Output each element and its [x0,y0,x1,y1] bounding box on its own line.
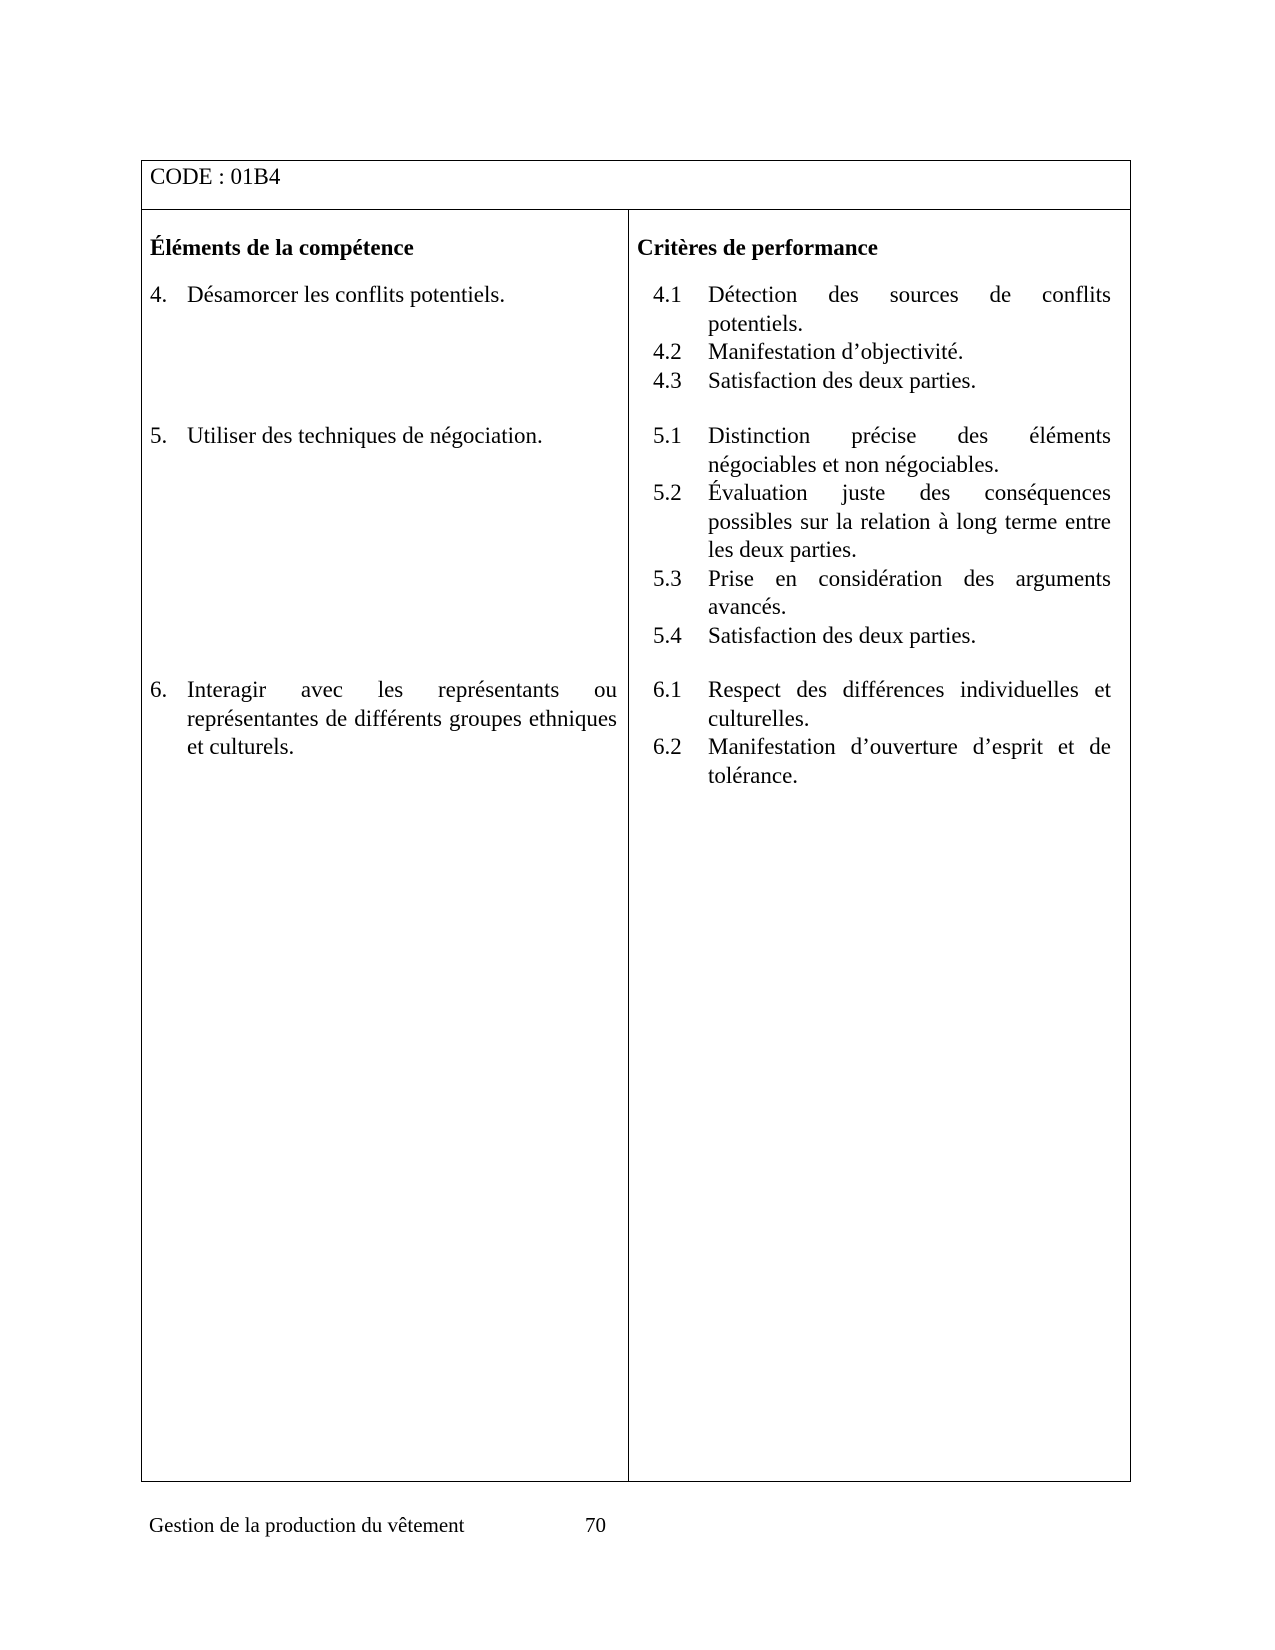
element-item-6 [150,676,617,762]
page-number: 70 [585,1513,606,1537]
element-number: 5. [150,423,168,448]
criterion-item [653,281,1111,338]
criterion-text: Manifestation d’objectivité. [708,339,964,364]
criterion-item [653,338,1111,367]
competency-table [141,160,1131,1482]
element-number: 6. [150,677,168,702]
criterion-number: 5.4 [653,622,682,648]
criterion-item [653,622,1111,651]
criterion-item [653,422,1111,479]
criterion-number: 6.1 [653,677,682,702]
criterion-text: Prise en considération des arguments avancés. [708,565,1111,619]
code-label: CODE : 01B4 [142,161,1130,210]
criteria-group-4 [653,281,1111,395]
criteria-group-5 [653,422,1111,650]
criteria-column [629,210,1130,1481]
element-number: 4. [150,282,168,307]
element-text: Interagir avec les représentants ou représentantes de différents groupes ethniques et culturels. [187,677,617,759]
criterion-number: 4.3 [653,367,682,393]
criterion-item [653,565,1111,622]
criterion-number: 5.2 [653,480,682,505]
elements-header: Éléments de la compétence [150,235,414,260]
criterion-text: Distinction précise des éléments négociables et non négociables. [708,423,1111,477]
criterion-number: 5.3 [653,565,682,591]
criterion-number: 5.1 [653,423,682,448]
criterion-item [653,676,1111,733]
element-item-4 [150,281,617,310]
criterion-text: Évaluation juste des conséquences possibles sur la relation à long terme entre les deux parties. [708,480,1111,562]
criterion-text: Manifestation d’ouverture d’esprit et de tolérance. [708,734,1111,788]
footer-title: Gestion de la production du vêtement [149,1513,465,1537]
criterion-text: Détection des sources de conflits potentiels. [708,282,1111,336]
criterion-text: Satisfaction des deux parties. [708,367,977,393]
criterion-number: 4.2 [653,339,682,364]
criterion-item [653,733,1111,790]
criterion-text: Respect des différences individuelles et culturelles. [708,677,1111,731]
criterion-text: Satisfaction des deux parties. [708,622,977,648]
criteria-group-6 [653,676,1111,790]
criterion-number: 6.2 [653,734,682,759]
criteria-header: Critères de performance [637,235,878,260]
element-text: Désamorcer les conflits potentiels. [187,282,506,307]
criterion-item [653,479,1111,565]
criterion-number: 4.1 [653,282,682,307]
element-item-5 [150,422,617,451]
criterion-item [653,367,1111,396]
elements-column [142,210,629,1481]
element-text: Utiliser des techniques de négociation. [187,423,543,448]
